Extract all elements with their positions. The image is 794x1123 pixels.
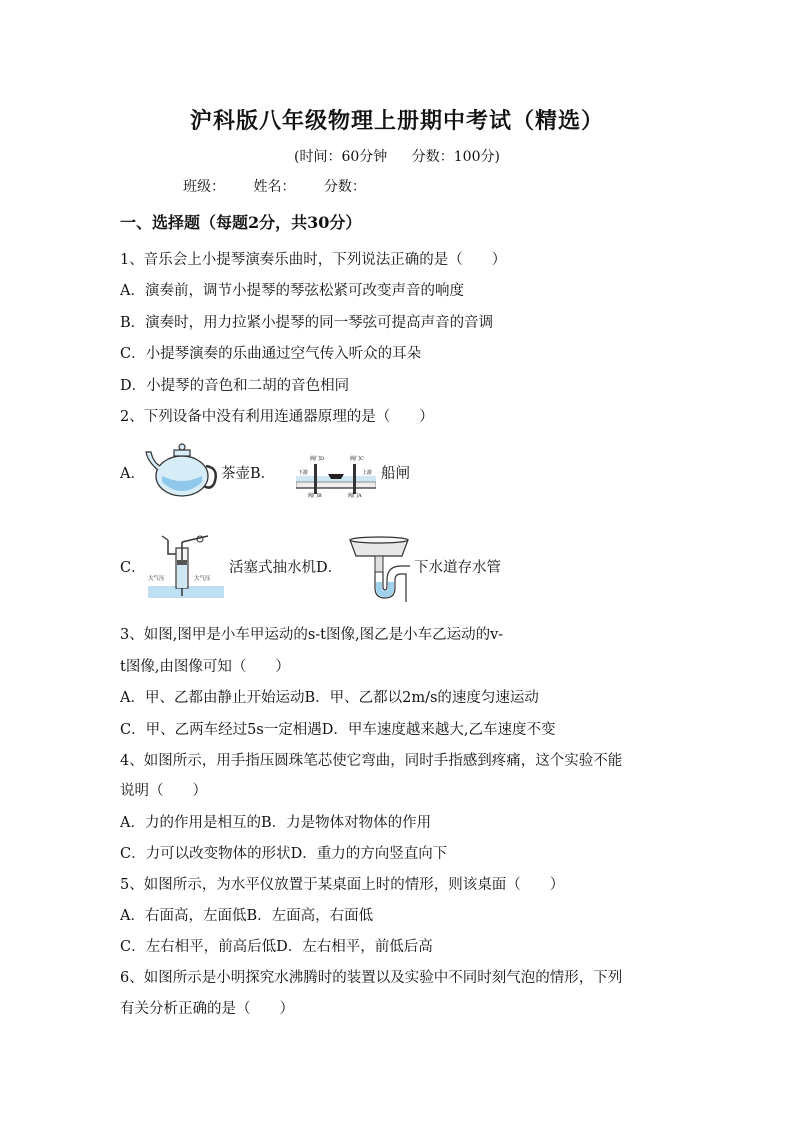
student-info <box>183 176 390 196</box>
name-label: 姓名： <box>253 179 296 195</box>
question-3-options-cd: C．甲、乙两车经过5s一定相遇D．甲车速度越来越大,乙车速度不变 <box>120 722 556 738</box>
lock-downstream-label: 下游 <box>298 470 309 476</box>
exam-meta <box>0 146 794 166</box>
ship-lock-figure <box>296 452 376 498</box>
question-2-option-a-letter: A． <box>120 466 145 482</box>
question-4-options-ab: A．力的作用是相互的B．力是物体对物体的作用 <box>120 815 432 831</box>
question-4-options-cd: C．力可以改变物体的形状D．重力的方向竖直向下 <box>120 846 448 862</box>
question-3-stem-line1: 3、如图,图甲是小车甲运动的s-t图像,图乙是小车乙运动的v- <box>120 627 504 643</box>
question-2-option-a-text: 茶壶B． <box>221 466 276 482</box>
lock-gate-b-label: 阀门B <box>308 493 322 498</box>
lock-gate-a-label: 阀门A <box>348 493 362 498</box>
question-1-option-c: C．小提琴演奏的乐曲通过空气传入听众的耳朵 <box>120 346 422 362</box>
pump-right-pressure-label: 大气压 <box>194 576 211 582</box>
exam-time: (时间：60分钟 <box>294 149 388 165</box>
question-3-options-ab: A．甲、乙都由静止开始运动B．甲、乙都以2m/s的速度匀速运动 <box>120 690 539 706</box>
question-2-option-d-text: 下水道存水管 <box>414 560 501 576</box>
points-label: 分数： <box>323 179 366 195</box>
class-label: 班级： <box>183 179 225 195</box>
question-3-stem-line2: t图像,由图像可知（ ） <box>120 659 290 675</box>
question-1-stem: 1、音乐会上小提琴演奏乐曲时，下列说法正确的是（ ） <box>120 252 507 268</box>
exam-score: 分数：100分) <box>411 149 500 165</box>
question-5-options-cd: C．左右相平，前高后低D．左右相平，前低后高 <box>120 939 433 955</box>
question-5-options-ab: A．右面高，左面低B．左面高，右面低 <box>120 908 374 924</box>
question-1-option-d: D．小提琴的音色和二胡的音色相同 <box>120 378 350 394</box>
pump-left-pressure-label: 大气压 <box>148 576 165 582</box>
question-2-option-c-letter: C． <box>120 560 146 576</box>
question-1-option-b: B．演奏时，用力拉紧小提琴的同一琴弦可提高声音的音调 <box>120 315 494 331</box>
question-1-option-a: A．演奏前，调节小提琴的琴弦松紧可改变声音的响度 <box>120 283 464 299</box>
question-6-stem-line1: 6、如图所示是小明探究水沸腾时的装置以及实验中不同时刻气泡的情形，下列 <box>120 970 623 986</box>
lock-gate-c-label: 阀门C <box>350 456 364 462</box>
question-2-option-c-text: 活塞式抽水机D． <box>229 560 343 576</box>
teapot-figure <box>144 440 220 502</box>
page-title: 沪科版八年级物理上册期中考试（精选） <box>189 108 604 134</box>
question-4-stem-line1: 4、如图所示，用手指压圆珠笔芯使它弯曲，同时手指感到疼痛，这个实验不能 <box>120 753 623 769</box>
section-heading: 一、选择题（每题2分，共30分） <box>120 213 362 232</box>
lock-gate-d-label: 阀门D <box>310 456 325 462</box>
question-2-option-b-text: 船闸 <box>381 466 410 482</box>
lock-upstream-label: 上游 <box>362 470 373 476</box>
drain-trap-figure <box>348 536 410 602</box>
question-4-stem-line2: 说明（ ） <box>120 783 207 799</box>
question-6-stem-line2: 有关分析正确的是（ ） <box>120 1001 294 1017</box>
question-2-stem: 2、下列设备中没有利用连通器原理的是（ ） <box>120 409 434 425</box>
question-5-stem: 5、如图所示，为水平仪放置于某桌面上时的情形，则该桌面（ ） <box>120 877 565 893</box>
piston-pump-figure <box>148 534 224 598</box>
